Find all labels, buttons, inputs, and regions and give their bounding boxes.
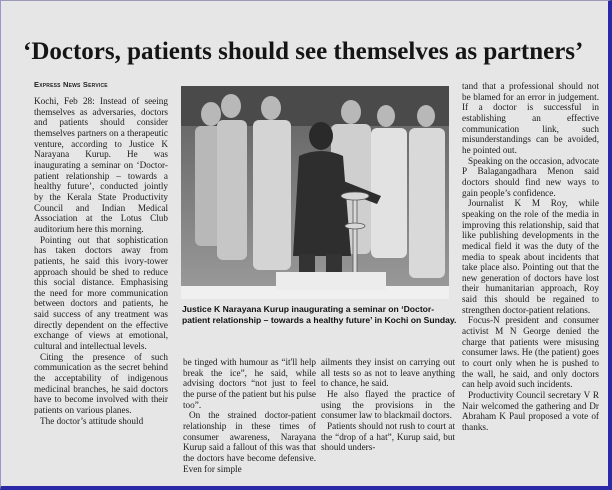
- article-column-3: [321, 357, 455, 453]
- paragraph: On the strained doctor-patient relationship in these times of consumer awareness, Narayana Kurup said a fallout of this was that the doctors have become defensive. Even for simple: [183, 410, 316, 474]
- paragraph: tand that a professional should not be blamed for an error in judgement. If a doctor is successful in establishing an effective communication link, such misunderstandings can be avoided, he pointed out.: [462, 81, 599, 155]
- paragraph: The doctor’s attitude should: [40, 415, 144, 426]
- article-column-2: [183, 357, 316, 474]
- paragraph: ailments they insist on carrying out all tests so as not to leave anything to chance, he said.: [321, 357, 455, 389]
- paragraph: Productivity Council secretary V R Nair welcomed the gathering and Dr Abraham K Paul proposed a vote of thanks.: [462, 390, 599, 432]
- paragraph: Speaking on the occasion, advocate P Balagangadhara Menon said doctors should find new ways to gain people’s confidence.: [462, 155, 599, 198]
- photo-caption: Justice K Narayana Kurup inaugurating a seminar on ‘Doctor-patient relationship – towards a healthy future’ in Kochi on Sunday.: [182, 304, 457, 325]
- headline: ‘Doctors, patients should see themselves as partners’: [23, 38, 584, 65]
- paragraph: Patients should not rush to court at the “drop of a hat”, Kurup said, but should unders-: [321, 420, 455, 453]
- article-column-1: [34, 96, 168, 426]
- article-column-4: [462, 81, 599, 433]
- paragraph: be tinged with humour as “it'll help break the ice”, he said, while advising doctors “not just to feel the purse of the patient but his pulse too”.: [183, 357, 316, 410]
- paragraph: He also flayed the practice of using the provisions in the consumer law to blackmail doctors.: [321, 388, 455, 421]
- paragraph: Journalist K M Roy, while speaking on the role of the media in improving this relationship, said that like publishing developments in the medical field it was the duty of the media to speak about incidents that take place also. Pointing out that the new generation of doctors have lost their humanitarian approach, Roy said this should be regained to strengthen doctor-patient relations.: [462, 198, 599, 315]
- news-photo: [181, 86, 449, 299]
- paragraph: Kochi, Feb 28: Instead of seeing themselves as adversaries, doctors and patients should consider themselves partners on a therapeutic venture, according to Justice K Narayana Kurup. He was inaugurating a seminar on ‘Doctor-patient relationship – towards a healthy future’, conducted jointly by the Kerala State Productivity Council and Indian Medical Association at the Lotus Club auditorium here this morning.: [34, 96, 168, 234]
- paragraph: Pointing out that sophistication has taken doctors away from patients, he said this ivory-tower approach should be shed to reduce this social distance. Emphasising the need for more communication between doctors and patients, he said success of any treatment was directly dependent on the effective exchange of views at emotional, cultural and intellectual levels.: [34, 234, 168, 352]
- paragraph: Focus-N president and consumer activist M N George denied the charge that patients were misusing consumer laws. He (the patient) goes to court only when he is pushed to the wall, he said, and only doctors can help avoid such incidents.: [462, 315, 599, 390]
- paragraph: Citing the presence of such communication as the secret behind the acceptability of indigenous medicinal branches, he said doctors have to become involved with their patients on various planes.: [34, 351, 168, 416]
- byline: Express News Service: [34, 80, 108, 89]
- photo-illustration: [181, 86, 449, 299]
